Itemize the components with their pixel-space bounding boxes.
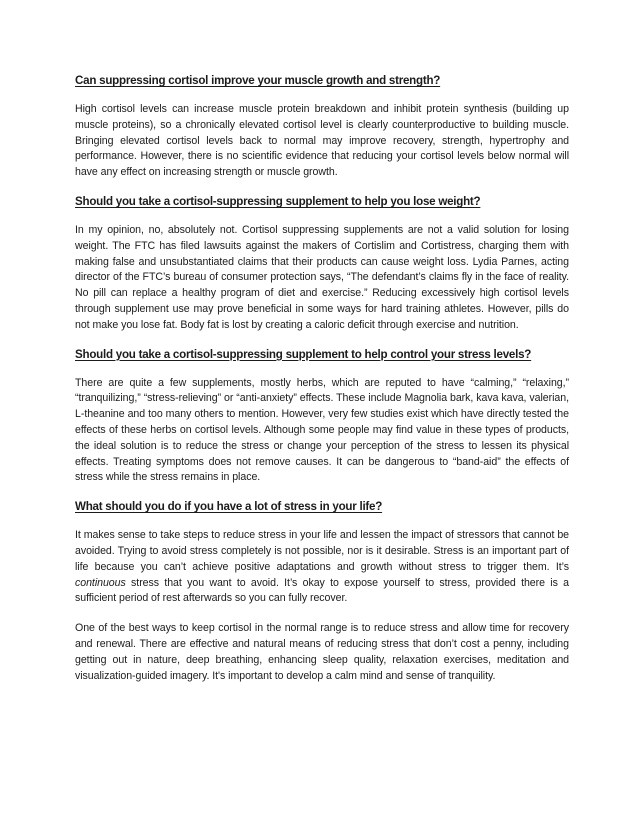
paragraph-text-after: stress that you want to avoid. It’s okay to expose yourself to stress, provided there is a sufficient period of rest afterwards so you can fully recover. xyxy=(75,576,569,605)
paragraph-reduce-stress xyxy=(75,528,569,607)
section-heading-lose-weight: Should you take a cortisol-suppressing supplement to help you lose weight? xyxy=(75,194,481,208)
paragraph-muscle-growth: High cortisol levels can increase muscle protein breakdown and inhibit protein synthesis (building up muscle proteins), so a chronically elevated cortisol level is clearly counterproductive to building muscle. Bringing elevated cortisol levels back to normal may improve recovery, strength, hypertrophy and performance. However, there is no scientific evidence that reducing your cortisol levels below normal will have any effect on increasing strength or muscle growth. xyxy=(75,103,569,179)
section-heading-muscle-growth: Can suppressing cortisol improve your muscle growth and strength? xyxy=(75,74,441,87)
paragraph-keep-cortisol-normal: One of the best ways to keep cortisol in the normal range is to reduce stress and allow time for recovery and renewal. There are effective and natural means of reducing stress that don’t cost a penny, including getting out in nature, deep breathing, enhancing sleep quality, relaxation exercises, meditation and visualization-guided imagery. It's important to develop a calm mind and sense of tranquility. xyxy=(75,622,569,682)
paragraph-lose-weight: In my opinion, no, absolutely not. Cortisol suppressing supplements are not a valid solution for losing weight. The FTC has filed lawsuits against the makers of Cortislim and Cortistress, charging them with making false and unsubstantiated claims that their products can cause weight loss. Lydia Parnes, acting director of the FTC’s bureau of consumer protection says, “The defendant’s claims fly in the face of reality. No pill can replace a healthy program of diet and exercise.” Reducing excessively high cortisol levels through supplement use may prove beneficial in some ways for hard training athletes. However, pills do not make you lose fat. Body fat is lost by creating a caloric deficit through exercise and nutrition. xyxy=(75,223,569,331)
paragraph-text-before: It makes sense to take steps to reduce stress in your life and lessen the impact of stressors that cannot be avoided. Trying to avoid stress completely is not possible, nor is it desirable. Stress is an important part of life because you can’t achieve positive adaptations and growth without stress to trigger them. It’s xyxy=(75,529,569,573)
paragraph-stress-levels: There are quite a few supplements, mostly herbs, which are reputed to have “calming,” “relaxing,” “tranquilizing,” “stress-relieving” or “anti-anxiety” effects. These include Magnolia bark, kava kava, valerian, L-theanine and too many others to mention. However, very few studies exist which have directly tested the effects of these herbs on cortisol levels. Although some people may find value in these types of products, the ideal solution is to reduce the stress or change your perception of the stress to lessen its physical effects. Treating symptoms does not remove causes. It can be dangerous to “band-aid” the effects of stress while the stress remains in place. xyxy=(75,376,569,484)
emphasized-word: continuous xyxy=(75,576,126,589)
section-heading-lot-of-stress: What should you do if you have a lot of stress in your life? xyxy=(75,500,383,514)
section-heading-stress-levels: Should you take a cortisol-suppressing supplement to help control your stress levels? xyxy=(75,347,532,361)
